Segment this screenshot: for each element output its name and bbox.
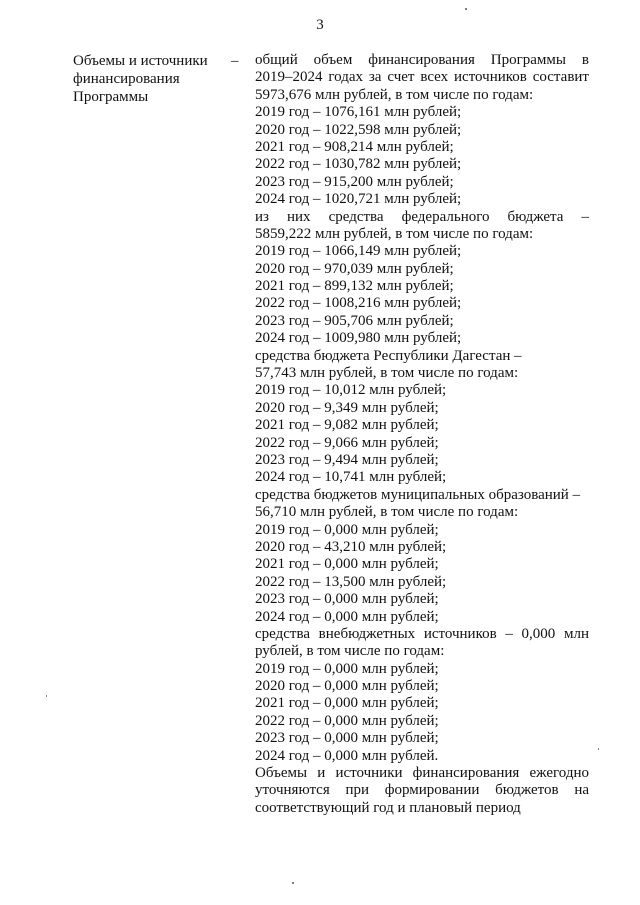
scan-speck [598, 748, 599, 750]
financing-line: 2020 год – 1022,598 млн рублей; [255, 121, 462, 138]
financing-line: 5859,222 млн рублей, в том числе по годам: [255, 225, 534, 242]
financing-line: 2021 год – 0,000 млн рублей; [255, 695, 439, 712]
financing-line: 2023 год – 0,000 млн рублей; [255, 730, 439, 747]
financing-line: 2022 год – 13,500 млн рублей; [255, 573, 447, 590]
page-number: 3 [316, 17, 324, 33]
financing-line: 2021 год – 9,082 млн рублей; [255, 417, 439, 434]
financing-line: 2020 год – 9,349 млн рублей; [255, 399, 439, 416]
row-label [73, 52, 223, 106]
financing-line: 2020 год – 970,039 млн рублей; [255, 260, 454, 277]
financing-line: 2024 год – 10,741 млн рублей; [255, 469, 447, 486]
financing-line: 2022 год – 0,000 млн рублей; [255, 712, 439, 729]
financing-line: 2020 год – 0,000 млн рублей; [255, 678, 439, 695]
financing-line: 2022 год – 9,066 млн рублей; [255, 434, 439, 451]
financing-line: 2024 год – 0,000 млн рублей. [255, 747, 439, 764]
financing-line: средства бюджета Республики Дагестан – [255, 347, 522, 364]
financing-line: 2021 год – 0,000 млн рублей; [255, 556, 439, 573]
financing-line: 2022 год – 1030,782 млн рублей; [255, 156, 462, 173]
financing-line: 2023 год – 0,000 млн рублей; [255, 591, 439, 608]
row-label-line: Объемы и источники [73, 53, 208, 69]
financing-line: 2024 год – 1009,980 млн рублей; [255, 330, 462, 347]
financing-line: 56,710 млн рублей, в том числе по годам: [255, 504, 519, 521]
financing-line: Объемы и источники финансирования ежегодно [255, 765, 589, 782]
financing-line: соответствующий год и плановый период [255, 799, 521, 816]
financing-line: общий объем финансирования Программы в [255, 52, 589, 68]
scan-speck [465, 8, 467, 10]
scan-speck [292, 882, 294, 884]
financing-line: 2023 год – 915,200 млн рублей; [255, 173, 454, 190]
financing-line: рублей, в том числе по годам: [255, 643, 445, 660]
financing-line: 2023 год – 905,706 млн рублей; [255, 312, 454, 329]
financing-line: 2023 год – 9,494 млн рублей; [255, 451, 439, 468]
scan-speck [46, 695, 47, 697]
financing-line: 2019–2024 годах за счет всех источников составит [255, 69, 589, 86]
row-label-line: финансирования [73, 71, 180, 87]
financing-line: 5973,676 млн рублей, в том числе по годам: [255, 86, 534, 103]
financing-line: средства бюджетов муниципальных образований – [255, 486, 581, 503]
financing-line: средства внебюджетных источников – 0,000 млн [255, 625, 589, 642]
financing-line: уточняются при формировании бюджетов на [255, 782, 589, 799]
financing-line: 2021 год – 899,132 млн рублей; [255, 278, 454, 295]
financing-line: 2019 год – 1076,161 млн рублей; [255, 104, 462, 121]
financing-line: 2024 год – 1020,721 млн рублей; [255, 191, 462, 208]
financing-line: 2022 год – 1008,216 млн рублей; [255, 295, 462, 312]
financing-line: 2020 год – 43,210 млн рублей; [255, 538, 447, 555]
row-label-line: Программы [73, 89, 149, 105]
financing-line: 57,743 млн рублей, в том числе по годам: [255, 365, 519, 382]
financing-line: 2019 год – 10,012 млн рублей; [255, 382, 447, 399]
financing-details [255, 52, 589, 817]
financing-line: 2019 год – 0,000 млн рублей; [255, 521, 439, 538]
financing-line: 2019 год – 0,000 млн рублей; [255, 660, 439, 677]
financing-line: 2019 год – 1066,149 млн рублей; [255, 243, 462, 260]
separator-dash: – [231, 53, 239, 69]
financing-line: из них средства федерального бюджета – [255, 208, 589, 225]
financing-line: 2024 год – 0,000 млн рублей; [255, 608, 439, 625]
financing-line: 2021 год – 908,214 млн рублей; [255, 138, 454, 155]
